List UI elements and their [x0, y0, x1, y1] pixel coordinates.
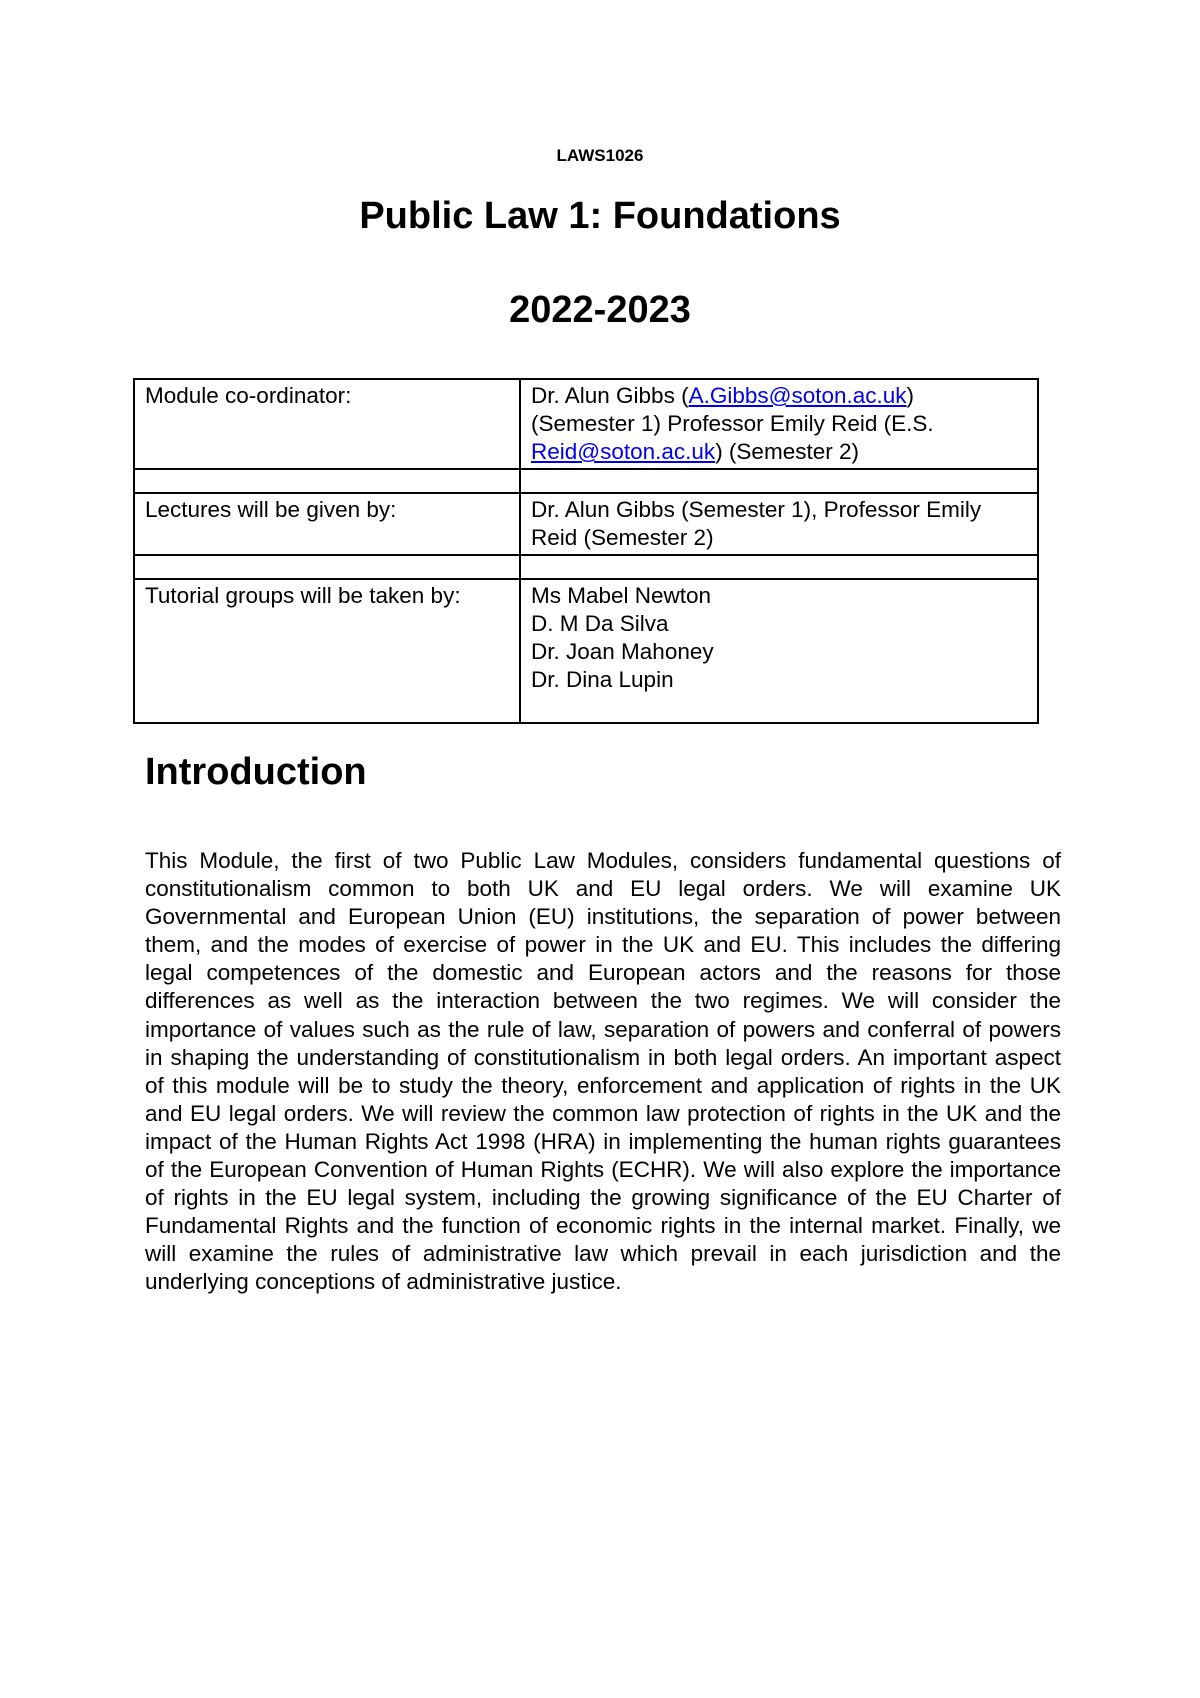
tutorials-label: Tutorial groups will be taken by: [134, 579, 520, 723]
table-row-coordinator [134, 379, 1038, 469]
lectures-line-1: Dr. Alun Gibbs (Semester 1), Professor Emily [531, 497, 982, 522]
introduction-paragraph: This Module, the first of two Public Law Modules, considers fundamental questions of constitutionalism common to both UK and EU legal orders. We will examine UK Governmental and European Union (EU) institutions, the separation of power between them, and the modes of exercise of power in the UK and EU. This includes the differing legal competences of the domestic and European actors and the reasons for those differences as well as the interaction between the two regimes. We will consider the importance of values such as the rule of law, separation of powers and conferral of powers in shaping the understanding of constitutionalism in both legal orders. An important aspect of this module will be to study the theory, enforcement and application of rights in the UK and EU legal orders. We will review the common law protection of rights in the UK and the impact of the Human Rights Act 1998 (HRA) in implementing the human rights guarantees of the European Convention of Human Rights (ECHR). We will also explore the importance of rights in the EU legal system, including the growing significance of the EU Charter of Fundamental Rights and the function of economic rights in the internal market. Finally, we will examine the rules of administrative law which prevail in each jurisdiction and the underlying conceptions of administrative justice. [145, 848, 1061, 1295]
coordinator-value [520, 379, 1038, 469]
tutor-name: D. M Da Silva [531, 611, 669, 636]
lectures-label: Lectures will be given by: [134, 493, 520, 555]
coordinator-line-1 [531, 382, 1027, 410]
coordinator-label: Module co-ordinator: [134, 379, 520, 469]
coordinator-line-2: (Semester 1) Professor Emily Reid (E.S. [531, 411, 934, 436]
spacer-cell [520, 469, 1038, 493]
coordinator-line-3-text: ) (Semester 2) [715, 439, 859, 464]
coordinator-line-1-text: Dr. Alun Gibbs ( [531, 383, 689, 408]
coordinator-line-1-close: ) [906, 383, 915, 408]
spacer-cell [520, 555, 1038, 579]
coordinator-line-3 [531, 438, 1027, 466]
table-row-lectures [134, 493, 1038, 555]
table-row-tutorials [134, 579, 1038, 723]
module-title: Public Law 1: Foundations [359, 195, 841, 237]
tutor-name: Dr. Dina Lupin [531, 667, 674, 692]
tutor-name: Ms Mabel Newton [531, 583, 712, 608]
lectures-value [520, 493, 1038, 555]
coordinator-email-link-2[interactable]: Reid@soton.ac.uk [531, 439, 716, 464]
tutor-name: Dr. Joan Mahoney [531, 639, 714, 664]
course-code: LAWS1026 [556, 146, 644, 165]
table-row-spacer [134, 469, 1038, 493]
coordinator-email-link[interactable]: A.Gibbs@soton.ac.uk [688, 383, 907, 408]
spacer-cell [134, 555, 520, 579]
introduction-heading: Introduction [145, 751, 367, 793]
lectures-line-2: Reid (Semester 2) [531, 525, 714, 550]
academic-year: 2022-2023 [509, 289, 691, 331]
tutorials-value [520, 579, 1038, 723]
spacer-cell [134, 469, 520, 493]
table-row-spacer [134, 555, 1038, 579]
staff-table [133, 378, 1039, 724]
